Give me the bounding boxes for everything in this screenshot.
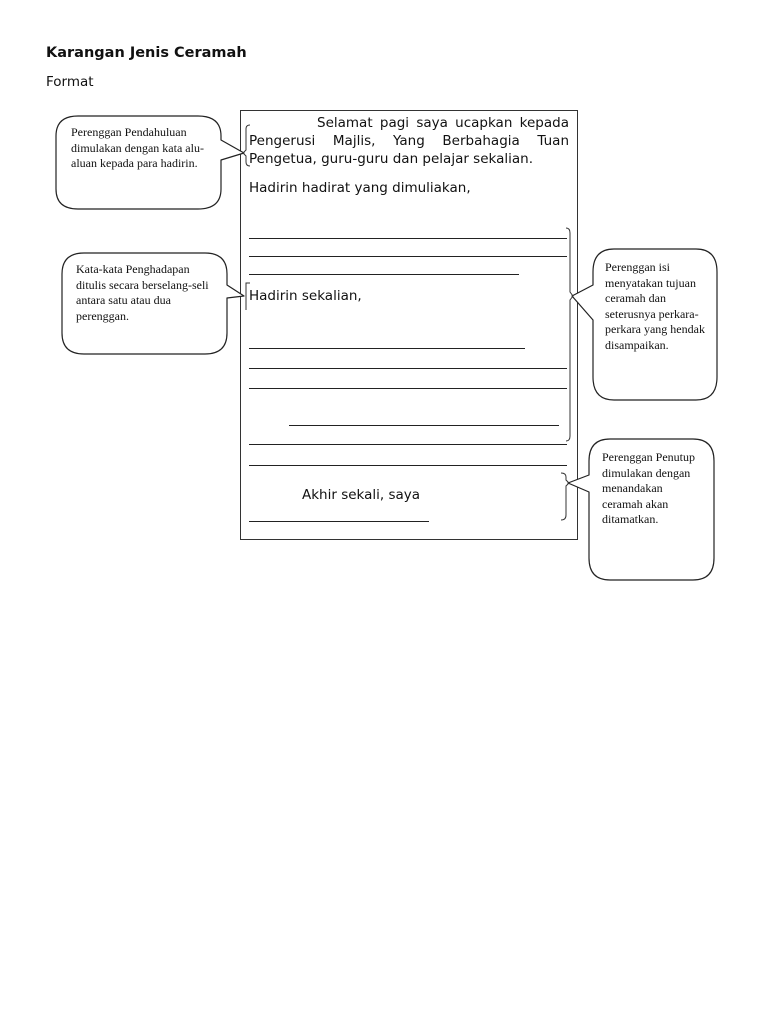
greeting-1: Hadirin hadirat yang dimuliakan, [249, 180, 471, 196]
opening-first-line: Selamat pagi saya ucapkan kepada [317, 115, 569, 131]
intro-callout-text: Perenggan Pendahuluan dimulakan dengan kata alu-aluan kepada para hadirin. [71, 125, 204, 170]
page-title: Karangan Jenis Ceramah [46, 45, 247, 61]
closing-bracket [561, 473, 569, 520]
closing-text: Akhir sekali, saya [302, 487, 421, 503]
salutation-callout-text: Kata-kata Penghadapan ditulis secara berselang-seli antara satu atau dua perenggan. [76, 262, 209, 323]
intro-bracket [243, 125, 250, 166]
body-callout-text: Perenggan isi menyatakan tujuan ceramah dan seterusnya perkara-perkara yang hendak disampaikan. [605, 260, 705, 352]
body-bracket [566, 228, 573, 441]
page-subtitle: Format [46, 74, 94, 90]
greeting-2: Hadirin sekalian, [249, 288, 362, 304]
salutation-bracket [246, 283, 250, 310]
closing-callout-text: Perenggan Penutup dimulakan dengan menandakan ceramah akan ditamatkan. [602, 450, 695, 526]
opening-rest: Pengerusi Majlis, Yang Berbahagia Tuan Pengetua, guru-guru dan pelajar sekalian. [249, 133, 569, 167]
